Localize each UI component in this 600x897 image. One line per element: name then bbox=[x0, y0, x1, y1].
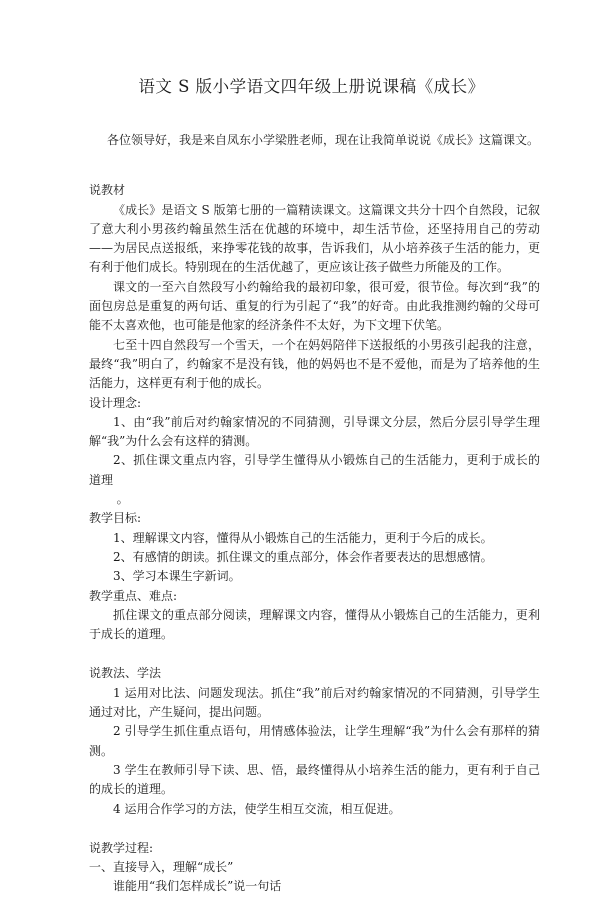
section-heading-process: 说教学过程: bbox=[89, 840, 154, 855]
process-subheading-1: 一、直接导入，理解“成长” bbox=[89, 860, 234, 875]
design-paragraph-3: 。 bbox=[116, 492, 129, 507]
method-item: 3 学生在教师引导下读、思、悟，最终懂得从小培养生活的能力，更有利于自己的成长的道理。 bbox=[89, 762, 540, 797]
section-goals bbox=[89, 509, 540, 586]
section-design bbox=[89, 394, 540, 510]
design-paragraph-1: 1、由“我”前后对约翰家情况的不同猜测，引导课文分层，然后分层引导学生理解“我”为什么会有这样的猜测。 bbox=[89, 414, 540, 449]
section-focus bbox=[89, 587, 540, 645]
textbook-paragraph-3: 七至十四自然段写一个雪天，一个在妈妈陪伴下送报纸的小男孩引起我的注意，最终“我”明白了，约翰家不是没有钱，他的妈妈也不是不爱他，而是为了培养他的生活能力，这样更有利于他的成长。 bbox=[89, 337, 540, 391]
focus-paragraph-1: 抓住课文的重点部分阅读，理解课文内容，懂得从小锻炼自己的生活能力，更利于成长的道理。 bbox=[89, 607, 540, 642]
section-heading-goals: 教学目标: bbox=[89, 511, 142, 526]
goal-item: 1、理解课文内容，懂得从小锻炼自己的生活能力，更利于今后的成长。 bbox=[113, 530, 493, 545]
section-methods bbox=[89, 664, 540, 818]
textbook-paragraph-1: 《成长》是语文 S 版第七册的一篇精读课文。这篇课文共分十四个自然段，记叙了意大利小男孩约翰虽然生活在优越的环境中，却生活节俭，还坚持用自己的劳动——为居民点送报纸，来挣零花钱的故事，告诉我们，从小培养孩子生活的能力，更有利于他们成长。特别现在的生活优越了，更应该让孩子做些力所能及的工作。 bbox=[89, 202, 540, 275]
method-item: 4 运用合作学习的方法，使学生相互交流，相互促进。 bbox=[113, 801, 401, 816]
section-heading-textbook: 说教材 bbox=[89, 183, 126, 198]
textbook-paragraph-2: 课文的一至六自然段写小约翰给我的最初印象，很可爱，很节俭。每次到“我”的面包房总是重复的两句话、重复的行为引起了“我”的好奇。由此我推测约翰的父母可能不太喜欢他，也可能是他家的经济条件不太好，为下文埋下伏笔。 bbox=[89, 279, 540, 333]
goal-item: 2、有感情的朗读。抓住课文的重点部分，体会作者要表达的思想感情。 bbox=[113, 549, 493, 564]
section-heading-design: 设计理念: bbox=[89, 395, 142, 410]
method-item: 1 运用对比法、问题发现法。抓住“我”前后对约翰家情况的不同猜测，引导学生通过对比，产生疑问，提出问题。 bbox=[89, 685, 540, 720]
goal-item: 3、学习本课生字新词。 bbox=[113, 569, 241, 584]
document-title: 语文 S 版小学语文四年级上册说课稿《成长》 bbox=[138, 77, 485, 96]
section-process bbox=[89, 839, 540, 897]
process-paragraph-1: 谁能用“我们怎样成长”说一句话 bbox=[113, 879, 282, 894]
section-textbook bbox=[89, 181, 540, 393]
design-paragraph-2: 2、抓住课文重点内容，引导学生懂得从小锻炼自己的生活能力，更利于成长的道理 bbox=[89, 453, 540, 487]
section-heading-focus: 教学重点、难点: bbox=[89, 588, 178, 603]
intro-paragraph: 各位领导好，我是来自凤东小学梁胜老师，现在让我简单说说《成长》这篇课文。 bbox=[107, 133, 540, 147]
method-item: 2 引导学生抓住重点语句，用情感体验法，让学生理解“我”为什么会有那样的猜测。 bbox=[89, 724, 540, 758]
section-heading-methods: 说教法、学法 bbox=[89, 666, 162, 681]
